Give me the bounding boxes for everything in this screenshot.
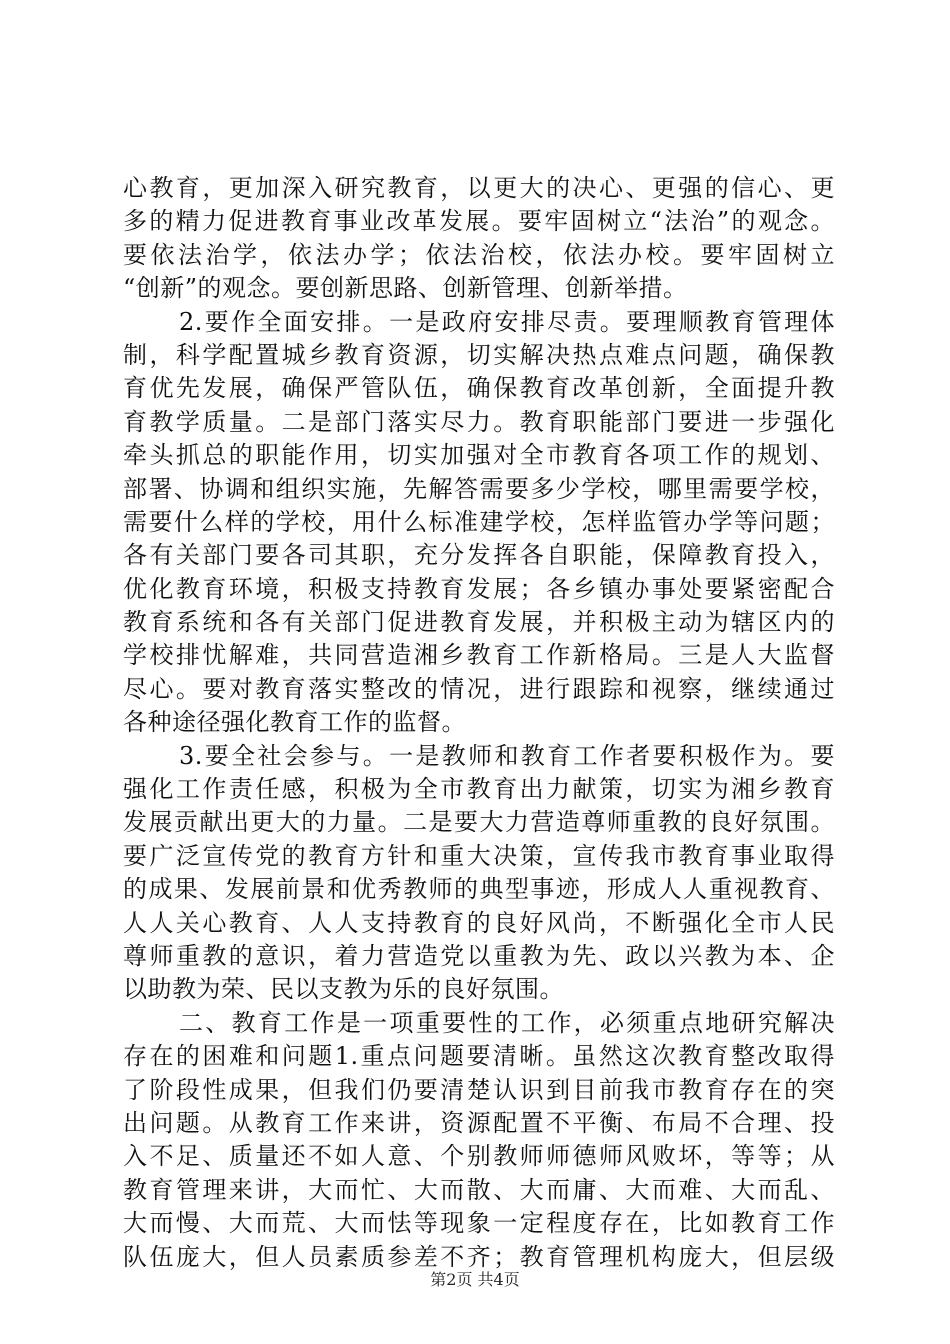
text-line: 优化教育环境，积极支持教育发展；各乡镇办事处要紧密配合	[123, 574, 835, 603]
text-line: 出问题。从教育工作来讲，资源配置不平衡、布局不合理、投	[123, 1108, 835, 1137]
text-line: 牵头抓总的职能作用，切实加强对全市教育各项工作的规划、	[123, 441, 835, 470]
text-line: 需要什么样的学校，用什么标准建学校，怎样监管办学等问题；	[123, 507, 835, 536]
text-line: 的成果、发展前景和优秀教师的典型事迹，形成人人重视教育、	[123, 875, 835, 904]
text-line: 要广泛宣传党的教育方针和重大决策，宣传我市教育事业取得	[123, 841, 835, 870]
document-body	[123, 172, 835, 1274]
text-line: 发展贡献出更大的力量。二是要大力营造尊师重教的良好氛围。	[123, 808, 835, 837]
text-line: 存在的困难和问题1.重点问题要清晰。虽然这次教育整改取得	[123, 1042, 835, 1071]
text-line: 以助教为荣、民以支教为乐的良好氛围。	[123, 975, 564, 1004]
text-line: 多的精力促进教育事业改革发展。要牢固树立“法治”的观念。	[123, 207, 835, 236]
text-line: 队伍庞大，但人员素质参差不齐；教育管理机构庞大，但层级	[123, 1242, 835, 1271]
text-line: 学校排忧解难，共同营造湘乡教育工作新格局。三是人大监督	[123, 641, 835, 670]
text-line: 大而慢、大而荒、大而怯等现象一定程度存在，比如教育工作	[123, 1209, 835, 1238]
text-line: 2.要作全面安排。一是政府安排尽责。要理顺教育管理体	[179, 307, 835, 336]
text-line: 人人关心教育、人人支持教育的良好风尚，不断强化全市人民	[123, 908, 835, 937]
page-footer: 第2页 共4页	[430, 1270, 520, 1289]
text-line: 了阶段性成果，但我们仍要清楚认识到目前我市教育存在的突	[123, 1075, 835, 1104]
text-line: 尽心。要对教育落实整改的情况，进行跟踪和视察，继续通过	[123, 674, 835, 703]
text-line: 部署、协调和组织实施，先解答需要多少学校，哪里需要学校，	[123, 474, 835, 503]
text-line: 要依法治学，依法办学；依法治校，依法办校。要牢固树立	[123, 240, 835, 269]
text-line: 教育管理来讲，大而忙、大而散、大而庸、大而难、大而乱、	[123, 1175, 835, 1204]
text-line: 育教学质量。二是部门落实尽力。教育职能部门要进一步强化	[123, 407, 835, 436]
text-line: 尊师重教的意识，着力营造党以重教为先、政以兴教为本、企	[123, 941, 835, 970]
text-line: 入不足、质量还不如人意、个别教师师德师风败坏，等等；从	[123, 1142, 835, 1171]
text-line: 制，科学配置城乡教育资源，切实解决热点难点问题，确保教	[123, 340, 835, 369]
text-line: 二、教育工作是一项重要性的工作，必须重点地研究解决	[179, 1008, 835, 1037]
text-line: “创新”的观念。要创新思路、创新管理、创新举措。	[123, 274, 688, 303]
text-line: 教育系统和各有关部门促进教育发展，并积极主动为辖区内的	[123, 608, 835, 637]
text-line: 各种途径强化教育工作的监督。	[123, 708, 466, 737]
text-line: 3.要全社会参与。一是教师和教育工作者要积极作为。要	[179, 741, 835, 770]
text-line: 育优先发展，确保严管队伍，确保教育改革创新，全面提升教	[123, 374, 835, 403]
text-line: 强化工作责任感，积极为全市教育出力献策，切实为湘乡教育	[123, 775, 835, 804]
text-line: 各有关部门要各司其职，充分发挥各自职能，保障教育投入，	[123, 541, 835, 570]
text-line: 心教育，更加深入研究教育，以更大的决心、更强的信心、更	[123, 174, 835, 202]
